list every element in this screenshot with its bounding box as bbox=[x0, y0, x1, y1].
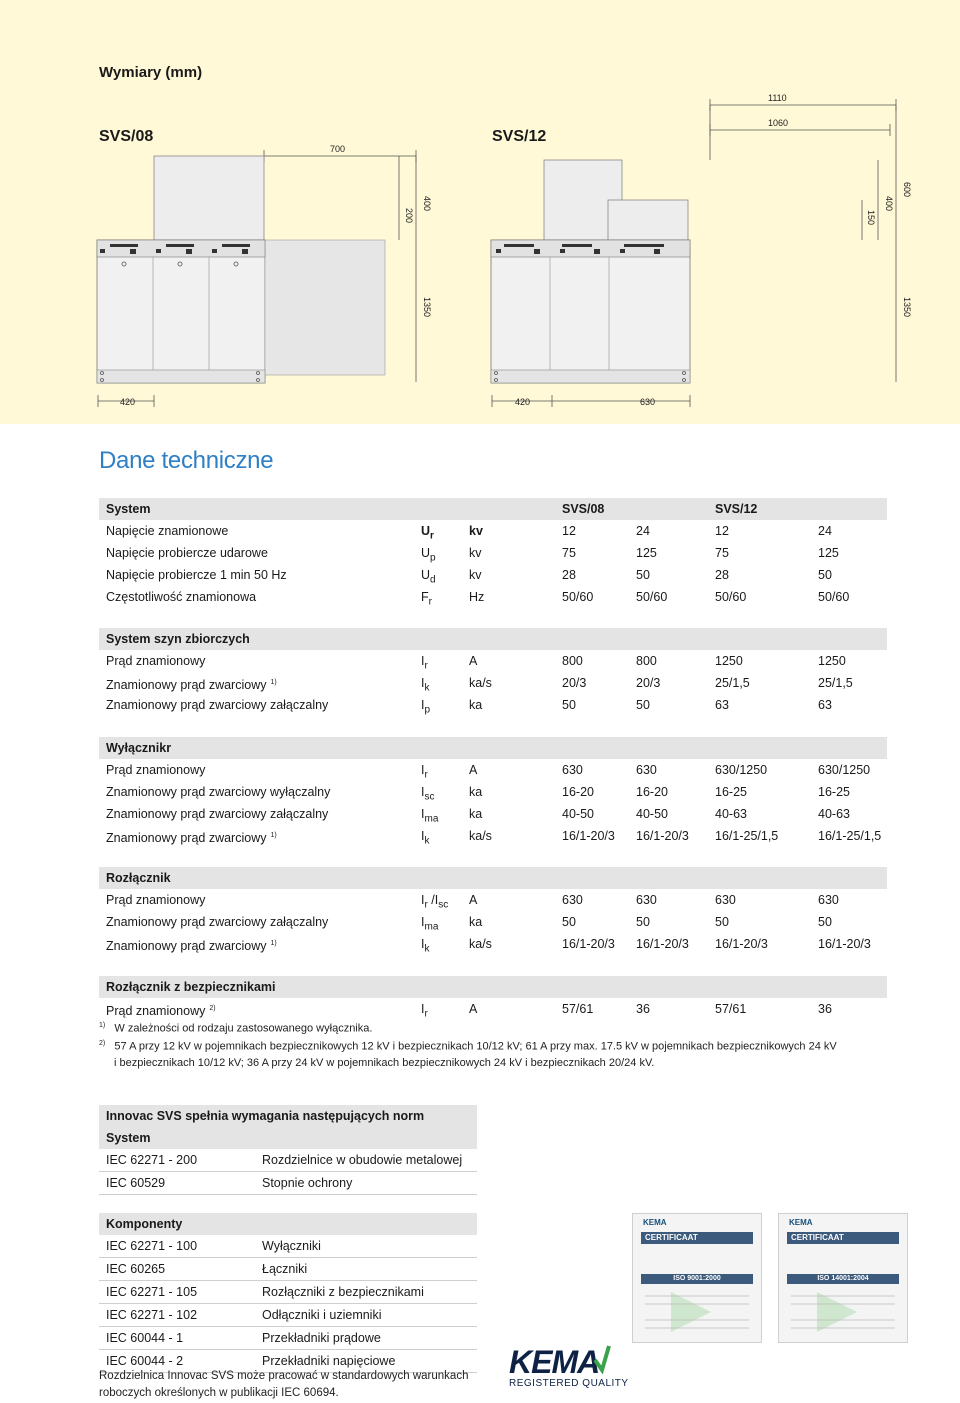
row-value: 16/1-20/3 bbox=[562, 829, 615, 843]
standard-description: Łączniki bbox=[262, 1262, 308, 1276]
row-unit: A bbox=[469, 654, 478, 668]
standard-description: Odłączniki i uziemniki bbox=[262, 1308, 382, 1322]
row-label: Znamionowy prąd zwarciowy załączalny bbox=[106, 915, 329, 929]
row-label: Prąd znamionowy bbox=[106, 654, 206, 668]
row-unit: ka/s bbox=[469, 676, 492, 690]
row-value: 630 bbox=[562, 763, 583, 777]
tech-section-title: Dane techniczne bbox=[99, 447, 274, 474]
row-value: 16/1-20/3 bbox=[715, 937, 768, 951]
row-unit: ka/s bbox=[469, 829, 492, 843]
row-value: 36 bbox=[636, 1002, 650, 1016]
row-unit: ka bbox=[469, 915, 483, 929]
row-value: 630 bbox=[636, 763, 657, 777]
header-system: System bbox=[106, 502, 151, 516]
dim-420-svs08: 420 bbox=[120, 397, 136, 407]
row-value: 125 bbox=[818, 546, 839, 560]
table-row bbox=[99, 694, 887, 716]
header-svs12: SVS/12 bbox=[715, 502, 758, 516]
standards-components-title: Komponenty bbox=[99, 1213, 477, 1235]
row-value: 28 bbox=[562, 568, 576, 582]
row-value: 24 bbox=[818, 524, 832, 538]
row-value: 75 bbox=[562, 546, 576, 560]
row-note-mark: 2) bbox=[209, 1005, 216, 1012]
group-fuse-switch-title: Rozłącznik z bezpiecznikami bbox=[99, 976, 887, 998]
row-symbol: $I_{ma}$ bbox=[421, 915, 439, 933]
row-value: 25/1,5 bbox=[818, 676, 853, 690]
dim-1110: 1110 bbox=[768, 93, 787, 103]
row-note-mark: 1) bbox=[270, 940, 277, 947]
row-value: 16-25 bbox=[818, 785, 850, 799]
row-symbol: $I_p$ bbox=[421, 698, 431, 716]
group-busbar-title: System szyn zbiorczych bbox=[99, 628, 887, 650]
row-value: 20/3 bbox=[636, 676, 661, 690]
row-value: 630 bbox=[715, 893, 736, 907]
row-label: Napięcie probiercze udarowe bbox=[106, 546, 268, 560]
row-value: 16/1-20/3 bbox=[636, 829, 689, 843]
group-busbar-rows bbox=[99, 650, 887, 716]
row-unit: ka/s bbox=[469, 937, 492, 951]
dim-400-svs08: 400 bbox=[422, 196, 432, 212]
table-row bbox=[99, 825, 887, 847]
row-symbol: $I_k$ bbox=[421, 829, 430, 847]
svs12-label: SVS/12 bbox=[492, 128, 547, 145]
row-value: 16/1-20/3 bbox=[818, 937, 871, 951]
table-row bbox=[99, 933, 887, 955]
cert-iso-label: ISO 14001:2004 bbox=[787, 1274, 899, 1284]
row-symbol: $F_r$ bbox=[421, 590, 432, 608]
row-symbol: $I_{ma}$ bbox=[421, 807, 439, 825]
row-value: 50 bbox=[562, 915, 576, 929]
row-value: 63 bbox=[715, 698, 729, 712]
standards-title: Innovac SVS spełnia wymagania następujących norm bbox=[99, 1105, 477, 1127]
kema-logo-text: KEMA bbox=[509, 1344, 600, 1380]
row-unit: ka bbox=[469, 698, 483, 712]
list-item bbox=[99, 1172, 477, 1195]
table-row bbox=[99, 520, 887, 542]
row-symbol: $I_r$ bbox=[421, 1002, 428, 1020]
row-value: 40-50 bbox=[562, 807, 594, 821]
footnote-1: $^{1)}$ W zależności od rodzaju zastosowanego wyłącznika. bbox=[99, 1022, 373, 1035]
standard-description: Stopnie ochrony bbox=[262, 1176, 353, 1190]
row-value: 36 bbox=[818, 1002, 832, 1016]
row-value: 16-20 bbox=[562, 785, 594, 799]
row-value: 50/60 bbox=[636, 590, 668, 604]
row-value: 50/60 bbox=[562, 590, 594, 604]
row-unit: Hz bbox=[469, 590, 485, 604]
row-unit: kv bbox=[469, 524, 483, 538]
table-header bbox=[99, 498, 887, 520]
row-value: 16/1-25/1,5 bbox=[818, 829, 882, 843]
table-row bbox=[99, 542, 887, 564]
row-value: 50 bbox=[636, 915, 650, 929]
row-value: 12 bbox=[715, 524, 729, 538]
standard-description: Rozdzielnice w obudowie metalowej bbox=[262, 1153, 463, 1167]
group-switch-rows bbox=[99, 889, 887, 955]
cert-watermark bbox=[787, 1288, 899, 1336]
row-value: 16/1-25/1,5 bbox=[715, 829, 779, 843]
kema-registered-quality-logo bbox=[509, 1346, 629, 1389]
cert-title: CERTIFICAAT bbox=[791, 1233, 844, 1242]
row-value: 630 bbox=[636, 893, 657, 907]
row-label: Napięcie znamionowe bbox=[106, 524, 229, 538]
dimensions-title: Wymiary (mm) bbox=[99, 64, 203, 81]
row-value: 40-50 bbox=[636, 807, 668, 821]
standards-components-rows bbox=[99, 1235, 477, 1373]
table-row bbox=[99, 672, 887, 694]
row-symbol: $U_d$ bbox=[421, 568, 436, 586]
row-label: Znamionowy prąd zwarciowy załączalny bbox=[106, 807, 329, 821]
dim-630: 630 bbox=[640, 397, 656, 407]
cert-watermark bbox=[641, 1288, 753, 1336]
row-label: Znamionowy prąd zwarciowy $^{1)}$ bbox=[106, 939, 277, 954]
kema-check-icon bbox=[593, 1344, 611, 1374]
row-label: Prąd znamionowy $^{2)}$ bbox=[106, 1004, 216, 1019]
standard-description: Rozłączniki z bezpiecznikami bbox=[262, 1285, 424, 1299]
row-value: 40-63 bbox=[818, 807, 850, 821]
cert-logo: KEMA bbox=[643, 1218, 667, 1227]
row-value: 57/61 bbox=[562, 1002, 594, 1016]
standard-code: IEC 62271 - 100 bbox=[106, 1239, 198, 1253]
table-row bbox=[99, 650, 887, 672]
tech-table bbox=[99, 498, 887, 1020]
row-label: Prąd znamionowy bbox=[106, 763, 206, 777]
dimension-drawing bbox=[0, 0, 960, 424]
table-row bbox=[99, 889, 887, 911]
list-item bbox=[99, 1281, 477, 1304]
row-label: Znamionowy prąd zwarciowy $^{1)}$ bbox=[106, 678, 277, 693]
group-system-rows bbox=[99, 520, 887, 608]
row-value: 630/1250 bbox=[818, 763, 871, 777]
row-value: 50 bbox=[636, 698, 650, 712]
row-value: 25/1,5 bbox=[715, 676, 750, 690]
cert-title: CERTIFICAAT bbox=[645, 1233, 698, 1242]
list-item bbox=[99, 1149, 477, 1172]
certificate-iso14001 bbox=[778, 1213, 908, 1343]
row-value: 1250 bbox=[818, 654, 846, 668]
row-value: 125 bbox=[636, 546, 657, 560]
dim-420-svs12: 420 bbox=[515, 397, 531, 407]
standard-code: IEC 62271 - 105 bbox=[106, 1285, 198, 1299]
dim-700: 700 bbox=[330, 144, 346, 154]
row-symbol: $I_r$ $/I_{sc}$ bbox=[421, 893, 449, 911]
dim-600: 600 bbox=[902, 182, 912, 198]
row-value: 12 bbox=[562, 524, 576, 538]
standard-code: IEC 62271 - 200 bbox=[106, 1153, 198, 1167]
standard-code: IEC 60044 - 1 bbox=[106, 1331, 184, 1345]
row-value: 16-25 bbox=[715, 785, 747, 799]
row-unit: A bbox=[469, 893, 478, 907]
standard-code: IEC 62271 - 102 bbox=[106, 1308, 198, 1322]
row-value: 28 bbox=[715, 568, 729, 582]
row-value: 50/60 bbox=[715, 590, 747, 604]
row-value: 63 bbox=[818, 698, 832, 712]
row-value: 800 bbox=[562, 654, 583, 668]
row-symbol: $I_{sc}$ bbox=[421, 785, 435, 803]
row-value: 75 bbox=[715, 546, 729, 560]
standard-code: IEC 60265 bbox=[106, 1262, 166, 1276]
row-value: 57/61 bbox=[715, 1002, 747, 1016]
row-label: Znamionowy prąd zwarciowy załączalny bbox=[106, 698, 329, 712]
row-value: 1250 bbox=[715, 654, 743, 668]
footnote-2: $^{2)}$ 57 A przy 12 kV w pojemnikach bezpiecznikowych 12 kV i bezpiecznikach 10/12 kV; 61 A przy max. 17.5 kV w pojemnikach bezpiecznikowych 24 kV bbox=[99, 1040, 837, 1053]
row-label: Znamionowy prąd zwarciowy $^{1)}$ bbox=[106, 831, 277, 846]
row-unit: ka bbox=[469, 785, 483, 799]
row-symbol: $I_k$ bbox=[421, 676, 430, 694]
list-item bbox=[99, 1235, 477, 1258]
dim-150: 150 bbox=[866, 210, 876, 226]
table-row bbox=[99, 586, 887, 608]
row-value: 16/1-20/3 bbox=[636, 937, 689, 951]
row-value: 24 bbox=[636, 524, 650, 538]
row-unit: kv bbox=[469, 546, 482, 560]
standard-description: Przekładniki prądowe bbox=[262, 1331, 381, 1345]
row-label: Częstotliwość znamionowa bbox=[106, 590, 257, 604]
standard-description: Przekładniki napięciowe bbox=[262, 1354, 396, 1368]
row-label: Prąd znamionowy bbox=[106, 893, 206, 907]
table-row bbox=[99, 781, 887, 803]
group-fuse-switch-rows bbox=[99, 998, 887, 1020]
standards-note-2: roboczych określonych w publikacji IEC 60694. bbox=[99, 1387, 339, 1399]
row-symbol: $I_r$ bbox=[421, 654, 428, 672]
row-label: Znamionowy prąd zwarciowy wyłączalny bbox=[106, 785, 331, 799]
certificate-iso9001 bbox=[632, 1213, 762, 1343]
svs08-label: SVS/08 bbox=[99, 128, 154, 145]
cert-iso-label: ISO 9001:2000 bbox=[641, 1274, 753, 1284]
row-value: 20/3 bbox=[562, 676, 587, 690]
row-unit: kv bbox=[469, 568, 482, 582]
row-label: Napięcie probiercze 1 min 50 Hz bbox=[106, 568, 287, 582]
row-value: 800 bbox=[636, 654, 657, 668]
dim-200: 200 bbox=[404, 208, 414, 224]
dim-400-svs12: 400 bbox=[884, 196, 894, 212]
row-symbol: $U_r$ bbox=[421, 524, 434, 542]
row-value: 50 bbox=[818, 568, 832, 582]
row-symbol: $I_k$ bbox=[421, 937, 430, 955]
group-breaker-title: Wyłącznikr bbox=[99, 737, 887, 759]
row-note-mark: 1) bbox=[270, 832, 277, 839]
table-row bbox=[99, 911, 887, 933]
table-row bbox=[99, 759, 887, 781]
header-svs08: SVS/08 bbox=[562, 502, 605, 516]
row-value: 16/1-20/3 bbox=[562, 937, 615, 951]
row-note-mark: 1) bbox=[270, 679, 277, 686]
row-value: 16-20 bbox=[636, 785, 668, 799]
row-value: 50 bbox=[636, 568, 650, 582]
row-unit: A bbox=[469, 763, 478, 777]
row-value: 50/60 bbox=[818, 590, 850, 604]
standard-description: Wyłączniki bbox=[262, 1239, 321, 1253]
standards-system-rows bbox=[99, 1149, 477, 1195]
row-value: 630 bbox=[562, 893, 583, 907]
row-unit: ka bbox=[469, 807, 483, 821]
cert-logo: KEMA bbox=[789, 1218, 813, 1227]
table-row bbox=[99, 998, 887, 1020]
dim-1350-svs12: 1350 bbox=[902, 297, 912, 318]
list-item bbox=[99, 1304, 477, 1327]
table-row bbox=[99, 564, 887, 586]
table-row bbox=[99, 803, 887, 825]
row-value: 50 bbox=[818, 915, 832, 929]
row-symbol: $U_p$ bbox=[421, 546, 436, 564]
group-breaker-rows bbox=[99, 759, 887, 847]
row-unit: A bbox=[469, 1002, 478, 1016]
footnote-2-cont: i bezpiecznikach 10/12 kV; 36 A przy 24 kV w pojemnikach bezpiecznikowych 24 kV i bezpiecznikach 20/24 kV. bbox=[114, 1057, 655, 1069]
standard-code: IEC 60044 - 2 bbox=[106, 1354, 184, 1368]
standards-note-1: Rozdzielnica Innovac SVS może pracować w standardowych warunkach bbox=[99, 1370, 469, 1382]
kema-tagline: REGISTERED QUALITY bbox=[509, 1378, 629, 1389]
row-value: 50 bbox=[715, 915, 729, 929]
svs12-cabinet bbox=[491, 160, 690, 383]
group-switch-title: Rozłącznik bbox=[99, 867, 887, 889]
standards-system-table bbox=[99, 1105, 477, 1195]
list-item bbox=[99, 1258, 477, 1281]
standard-code: IEC 60529 bbox=[106, 1176, 166, 1190]
svs08-cabinet bbox=[97, 156, 385, 383]
standards-system-title: System bbox=[99, 1127, 477, 1149]
row-value: 630 bbox=[818, 893, 839, 907]
row-symbol: $I_r$ bbox=[421, 763, 428, 781]
list-item bbox=[99, 1327, 477, 1350]
dim-1350-svs08: 1350 bbox=[422, 297, 432, 318]
row-value: 630/1250 bbox=[715, 763, 768, 777]
standards-components-table bbox=[99, 1213, 477, 1373]
row-value: 50 bbox=[562, 698, 576, 712]
dim-1060: 1060 bbox=[768, 118, 789, 128]
row-value: 40-63 bbox=[715, 807, 747, 821]
